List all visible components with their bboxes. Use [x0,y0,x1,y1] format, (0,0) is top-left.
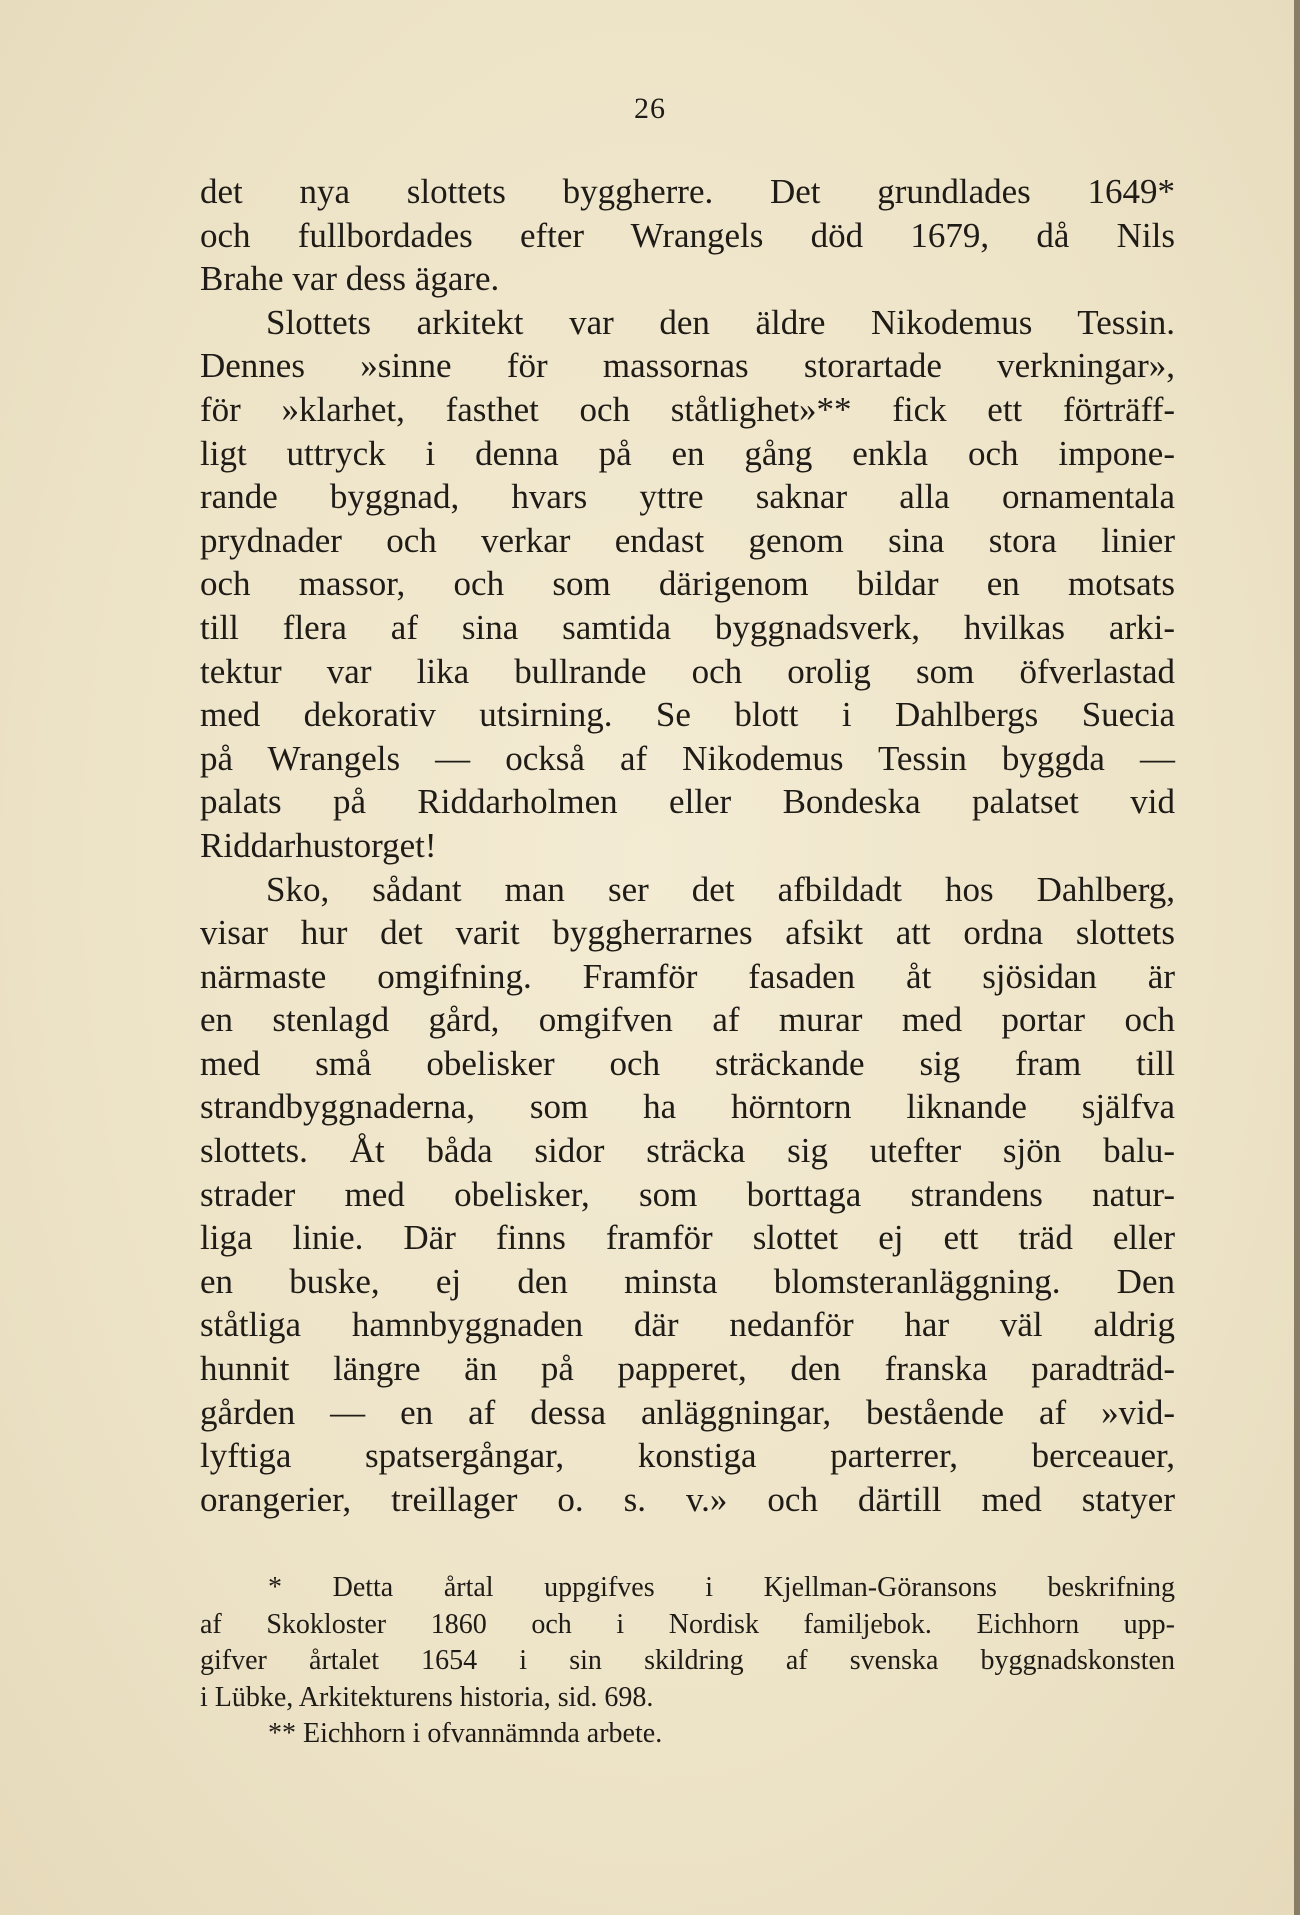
text-line: på Wrangels — också af Nikodemus Tessin byggda — [200,738,1175,778]
text-line: med dekorativ utsirning. Se blott i Dahlbergs Suecia [200,695,1175,735]
text-line: ståtliga hamnbyggnaden där nedanför har väl aldrig [200,1305,1175,1345]
text-line: med små obelisker och sträckande sig fram till [200,1043,1175,1083]
text-line: Dennes »sinne för massornas storartade verkningar», [200,346,1175,386]
page-edge [1294,0,1300,1915]
text-line: palats på Riddarholmen eller Bondeska palatset vid [200,782,1175,822]
text-line: slottets. Åt båda sidor sträcka sig utefter sjön balu- [200,1131,1175,1171]
text-line: ligt uttryck i denna på en gång enkla och impone- [200,433,1175,473]
text-line: rande byggnad, hvars yttre saknar alla ornamentala [200,477,1175,517]
text-line: hunnit längre än på papperet, den franska paradträd- [200,1349,1175,1389]
footnote-line: * Detta årtal uppgifves i Kjellman-Göransons beskrifning [268,1572,1175,1603]
page-number: 26 [634,92,666,125]
text-line: liga linie. Där finns framför slottet ej ett träd eller [200,1218,1175,1258]
text-line: lyftiga spatsergångar, konstiga parterrer, berceauer, [200,1436,1175,1476]
text-line: strader med obelisker, som borttaga strandens natur- [200,1174,1175,1214]
text-line: strandbyggnaderna, som ha hörntorn liknande själfva [200,1087,1175,1127]
text-line: närmaste omgifning. Framför fasaden åt sjösidan är [200,956,1175,996]
text-line: Riddarhustorget! [200,825,437,865]
body-text [200,170,1175,1521]
text-line: en buske, ej den minsta blomsteranläggning. Den [200,1261,1175,1301]
footnote-line: ** Eichhorn i ofvannämnda arbete. [268,1718,663,1749]
text-line: Sko, sådant man ser det afbildadt hos Dahlberg, [266,869,1175,909]
footnote-line: af Skokloster 1860 och i Nordisk familjebok. Eichhorn upp- [200,1608,1175,1640]
text-line: gården — en af dessa anläggningar, bestående af »vid- [200,1392,1175,1432]
text-line: en stenlagd gård, omgifven af murar med portar och [200,1000,1175,1040]
text-line: till flera af sina samtida byggnadsverk, hvilkas arki- [200,607,1175,647]
text-line: Slottets arkitekt var den äldre Nikodemus Tessin. [266,302,1175,342]
text-line: Brahe var dess ägare. [200,259,500,299]
text-line: visar hur det varit byggherrarnes afsikt att ordna slottets [200,913,1175,953]
text-line: orangerier, treillager o. s. v.» och därtill med statyer [200,1479,1175,1519]
footnotes [200,1570,1175,1753]
text-line: prydnader och verkar endast genom sina stora linier [200,520,1175,560]
footnote-line: gifver årtalet 1654 i sin skildring af svenska byggnadskonsten [200,1645,1175,1676]
text-line: det nya slottets byggherre. Det grundlades 1649* [200,172,1175,211]
text-line: för »klarhet, fasthet och ståtlighet»** fick ett förträff- [200,389,1175,429]
text-line: och massor, och som därigenom bildar en motsats [200,564,1175,604]
footnote-line: i Lübke, Arkitekturens historia, sid. 698. [200,1681,654,1713]
text-line: och fullbordades efter Wrangels död 1679, då Nils [200,215,1175,255]
text-line: tektur var lika bullrande och orolig som öfverlastad [200,651,1175,691]
